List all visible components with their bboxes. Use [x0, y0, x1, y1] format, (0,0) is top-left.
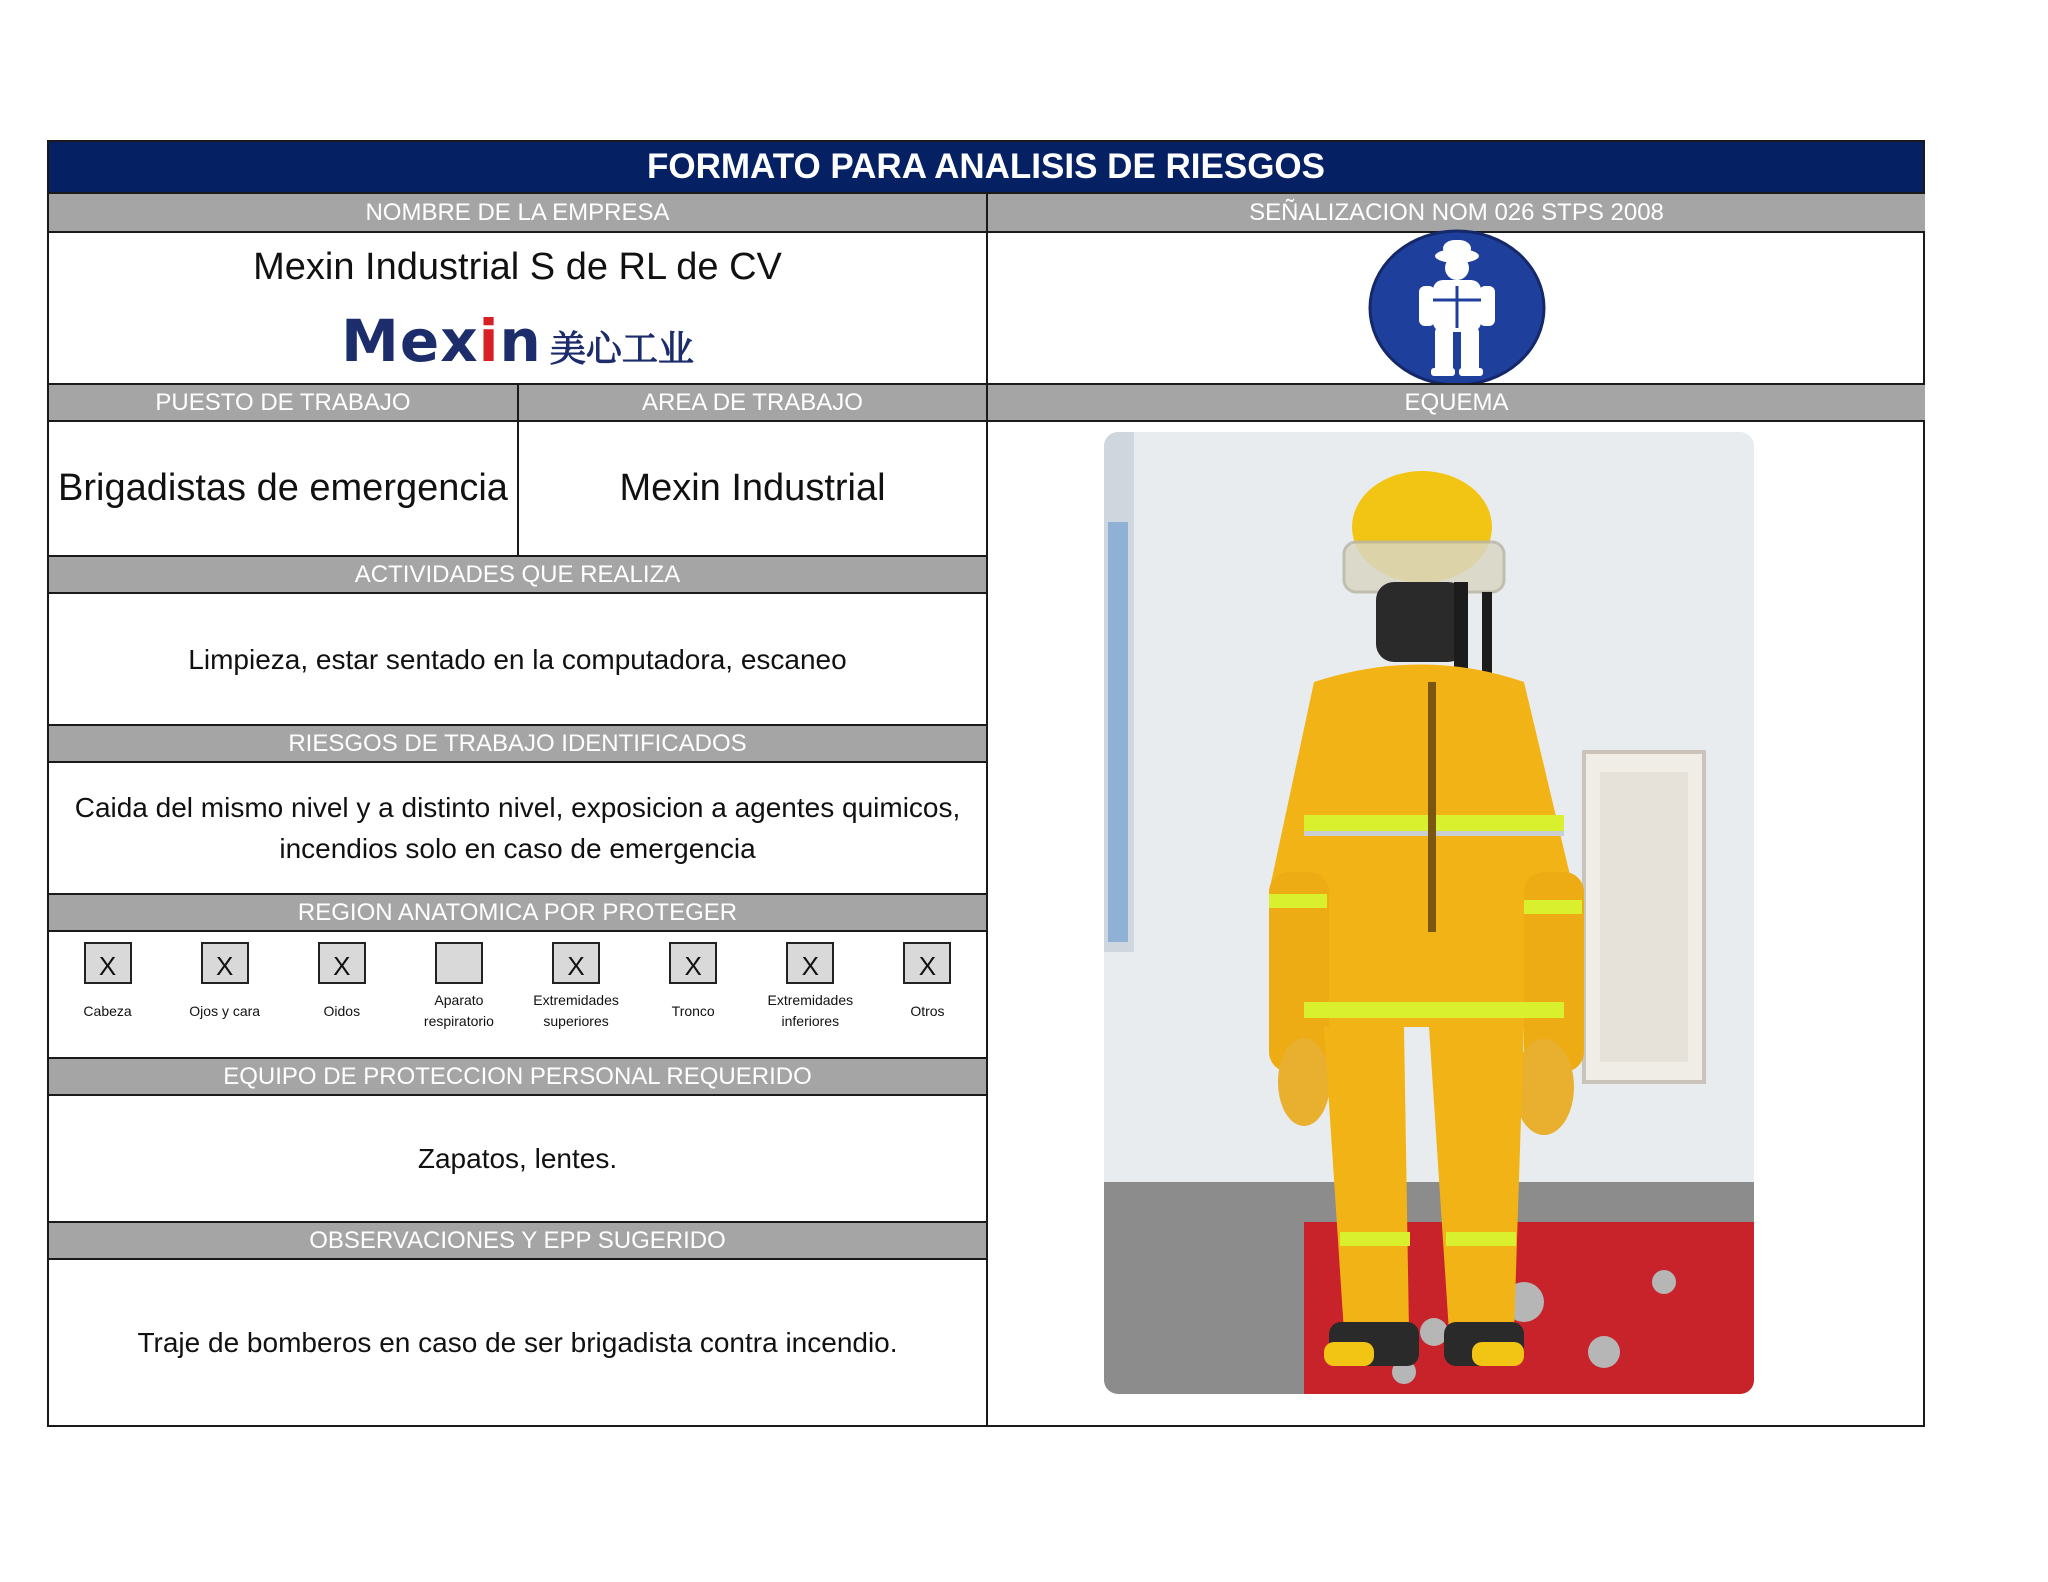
- regions-header: REGION ANATOMICA POR PROTEGER: [49, 893, 986, 932]
- logo-cjk: 美心工业: [549, 328, 694, 370]
- region-checkbox[interactable]: [435, 942, 483, 984]
- protective-suit-mandatory-sign-icon: [1367, 228, 1547, 388]
- risks-line-1: Caida del mismo nivel y a distinto nivel, exposicion a agentes quimicos,: [74, 792, 961, 823]
- region-head: [49, 942, 166, 1056]
- ppe-header: EQUIPO DE PROTECCION PERSONAL REQUERIDO: [49, 1057, 986, 1096]
- signal-header: SEÑALIZACION NOM 026 STPS 2008: [988, 194, 1925, 233]
- company-name: Mexin Industrial S de RL de CV: [253, 245, 782, 288]
- region-label: Cabeza: [83, 1002, 132, 1019]
- company-logo: [49, 301, 986, 381]
- region-trunk: [635, 942, 752, 1056]
- activities-header: ACTIVIDADES QUE REALIZA: [49, 555, 986, 594]
- region-label: Otros: [910, 1002, 945, 1019]
- region-checkbox[interactable]: X: [552, 942, 600, 984]
- region-checkbox[interactable]: X: [84, 942, 132, 984]
- region-checkbox[interactable]: X: [318, 942, 366, 984]
- risks-text: [49, 763, 986, 893]
- region-label: Extremidades inferiores: [767, 992, 854, 1029]
- region-eyes-face: [166, 942, 283, 1056]
- risks-header: RIESGOS DE TRABAJO IDENTIFICADOS: [49, 724, 986, 763]
- risk-analysis-form: [47, 140, 1925, 1427]
- logo-latin: Mexin: [341, 307, 542, 375]
- region-label: Ojos y cara: [189, 1002, 261, 1019]
- form-title: FORMATO PARA ANALISIS DE RIESGOS: [49, 142, 1923, 194]
- region-respiratory: [400, 942, 517, 1056]
- firefighter-illustration: [1104, 432, 1754, 1394]
- company-header: NOMBRE DE LA EMPRESA: [49, 194, 986, 233]
- scheme-header: EQUEMA: [988, 383, 1925, 422]
- signal-cell: [988, 233, 1925, 383]
- region-checkbox[interactable]: X: [903, 942, 951, 984]
- job-position: Brigadistas de emergencia: [58, 467, 508, 509]
- firefighter-suit-photo: [1104, 432, 1754, 1394]
- position-header: PUESTO DE TRABAJO: [49, 383, 517, 422]
- risks-line-2: incendios solo en caso de emergencia: [279, 833, 756, 864]
- region-ears: [283, 942, 400, 1056]
- observations-header: OBSERVACIONES Y EPP SUGERIDO: [49, 1221, 986, 1260]
- area-header: AREA DE TRABAJO: [519, 383, 986, 422]
- region-label: Tronco: [671, 1002, 715, 1019]
- region-checkbox[interactable]: X: [786, 942, 834, 984]
- region-checkbox[interactable]: X: [201, 942, 249, 984]
- region-checkbox[interactable]: X: [669, 942, 717, 984]
- observations-text: Traje de bomberos en caso de ser brigadista contra incendio.: [137, 1327, 898, 1358]
- region-label: Extremidades superiores: [533, 992, 619, 1029]
- region-other: [869, 942, 986, 1056]
- regions-checklist: [49, 942, 986, 1056]
- activities-text: Limpieza, estar sentado en la computadora, escaneo: [188, 643, 847, 675]
- region-label: Oidos: [323, 1002, 361, 1019]
- work-area: Mexin Industrial: [619, 467, 886, 509]
- region-lower-limbs: [752, 942, 869, 1056]
- ppe-text: Zapatos, lentes.: [417, 1143, 618, 1174]
- region-label: Aparato respiratorio: [423, 992, 494, 1029]
- region-upper-limbs: [518, 942, 635, 1056]
